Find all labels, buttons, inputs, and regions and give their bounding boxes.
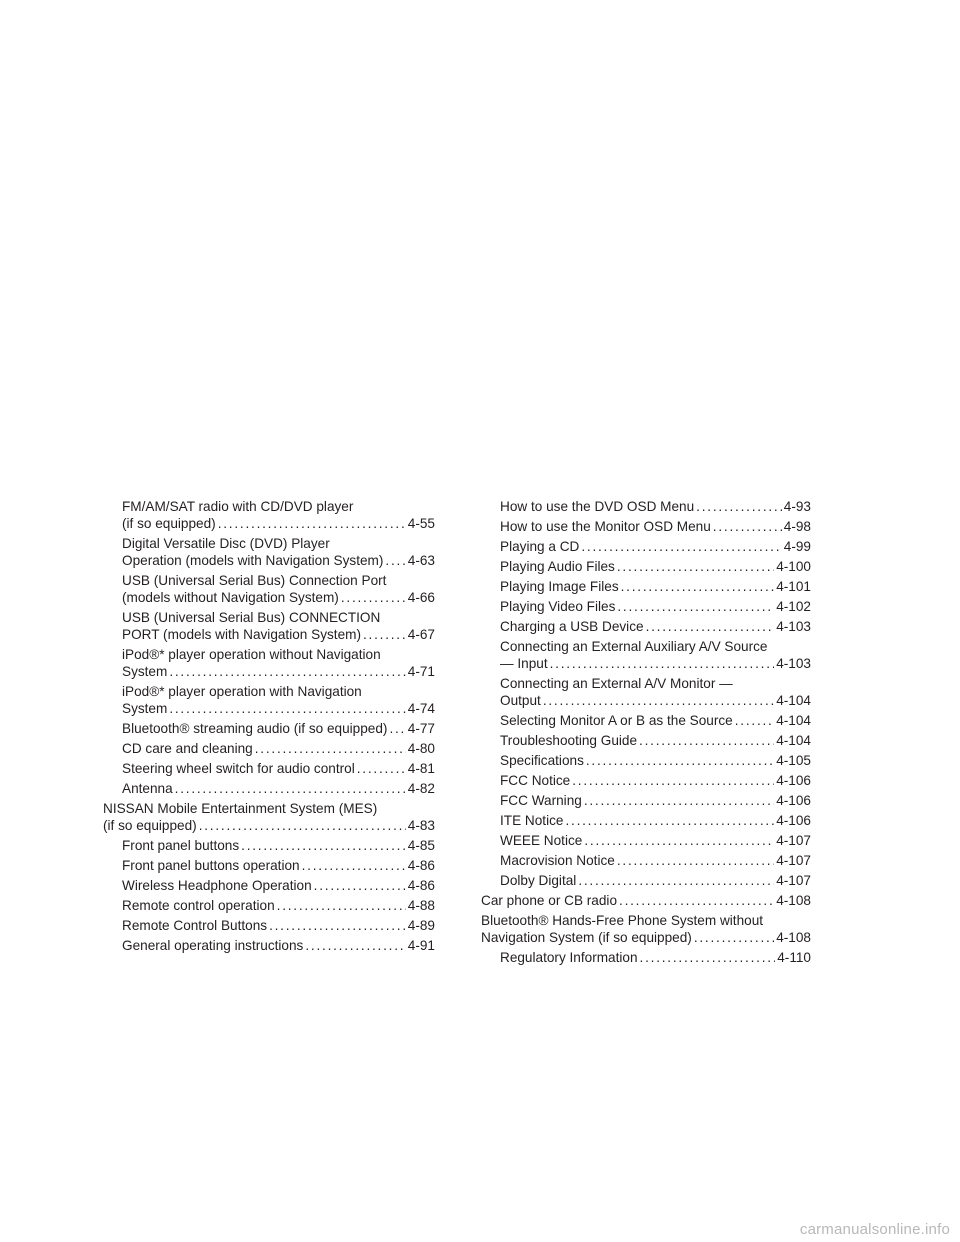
dot-leader <box>696 498 782 515</box>
dot-leader <box>694 929 774 946</box>
toc-column-left <box>103 498 435 957</box>
toc-entry-title-line: CD care and cleaning <box>122 741 253 756</box>
toc-page-number: 4-98 <box>783 519 811 534</box>
toc-entry-title-line: USB (Universal Serial Bus) Connection Port <box>122 573 387 588</box>
dot-leader <box>218 515 406 532</box>
dot-leader <box>314 877 406 894</box>
toc-entry-title-line: Connecting an External Auxiliary A/V Source <box>500 639 768 654</box>
dot-leader <box>199 817 406 834</box>
toc-entry[interactable] <box>481 518 811 535</box>
toc-entry[interactable] <box>481 732 811 749</box>
toc-entry-title-line: Navigation System (if so equipped) <box>481 930 692 945</box>
toc-entry[interactable] <box>481 772 811 789</box>
dot-leader <box>550 655 775 672</box>
dot-leader <box>269 917 406 934</box>
dot-leader <box>357 760 406 777</box>
toc-page-number: 4-83 <box>407 818 435 833</box>
toc-entry[interactable] <box>103 780 435 797</box>
dot-leader <box>363 626 406 643</box>
toc-page-number: 4-86 <box>407 858 435 873</box>
toc-page-number: 4-104 <box>776 693 811 708</box>
toc-entry-title-line: System <box>122 664 168 679</box>
toc-entry-title-line: Macrovision Notice <box>500 853 615 868</box>
dot-leader <box>385 552 405 569</box>
toc-entry-title-line: Selecting Monitor A or B as the Source <box>500 713 733 728</box>
toc-entry[interactable] <box>103 877 435 894</box>
toc-entry-title-line: Playing Audio Files <box>500 559 615 574</box>
toc-entry-title-line: PORT (models with Navigation System) <box>122 627 361 642</box>
toc-entry[interactable] <box>103 683 435 717</box>
dot-leader <box>305 937 405 954</box>
toc-entry[interactable] <box>103 917 435 934</box>
toc-entry-title-line: How to use the Monitor OSD Menu <box>500 519 711 534</box>
toc-page-number: 4-101 <box>776 579 811 594</box>
toc-entry-title-line: General operating instructions <box>122 938 304 953</box>
dot-leader <box>543 692 774 709</box>
dot-leader <box>302 857 406 874</box>
toc-entry-title-line: Steering wheel switch for audio control <box>122 761 355 776</box>
toc-entry-title-line: Bluetooth® streaming audio (if so equipped) <box>122 721 388 736</box>
watermark-text: carmanualsonline.info <box>799 1221 950 1238</box>
toc-entry-title-line: Charging a USB Device <box>500 619 644 634</box>
toc-entry[interactable] <box>103 646 435 680</box>
dot-leader <box>735 712 774 729</box>
toc-entry[interactable] <box>481 598 811 615</box>
toc-entry[interactable] <box>481 852 811 869</box>
toc-page-number: 4-102 <box>776 599 811 614</box>
toc-entry[interactable] <box>481 872 811 889</box>
toc-entry-title-line: Operation (models with Navigation System) <box>122 553 384 568</box>
toc-entry[interactable] <box>103 498 435 532</box>
toc-entry-title-line: USB (Universal Serial Bus) CONNECTION <box>122 610 381 625</box>
toc-page-number: 4-67 <box>407 627 435 642</box>
toc-entry-title-line: Connecting an External A/V Monitor — <box>500 676 733 691</box>
toc-entry-title-line: FCC Notice <box>500 773 571 788</box>
dot-leader <box>581 538 781 555</box>
toc-page-number: 4-100 <box>776 559 811 574</box>
toc-page-number: 4-85 <box>407 838 435 853</box>
toc-entry[interactable] <box>481 712 811 729</box>
toc-entry[interactable] <box>481 792 811 809</box>
toc-page-number: 4-103 <box>776 619 811 634</box>
toc-entry[interactable] <box>481 812 811 829</box>
toc-page-number: 4-55 <box>407 516 435 531</box>
toc-entry-title-line: NISSAN Mobile Entertainment System (MES) <box>103 801 378 816</box>
toc-entry-title-line: Bluetooth® Hands-Free Phone System without <box>481 913 764 928</box>
toc-page-number: 4-74 <box>407 701 435 716</box>
toc-entry-title-line: FCC Warning <box>500 793 582 808</box>
toc-entry[interactable] <box>103 937 435 954</box>
dot-leader <box>639 732 774 749</box>
toc-entry-title-line: Troubleshooting Guide <box>500 733 638 748</box>
toc-page-number: 4-107 <box>776 873 811 888</box>
toc-entry[interactable] <box>481 618 811 635</box>
dot-leader <box>565 812 774 829</box>
toc-entry-title-line: — Input <box>500 656 548 671</box>
toc-entry-title-line: Digital Versatile Disc (DVD) Player <box>122 536 330 551</box>
dot-leader <box>175 780 406 797</box>
dot-leader <box>617 558 774 575</box>
toc-page-number: 4-108 <box>776 930 811 945</box>
toc-entry-title-line: Dolby Digital <box>500 873 577 888</box>
dot-leader <box>572 772 774 789</box>
dot-leader <box>169 663 405 680</box>
toc-column-right <box>481 498 811 969</box>
toc-entry-title-line: How to use the DVD OSD Menu <box>500 499 695 514</box>
toc-page-number: 4-81 <box>407 761 435 776</box>
dot-leader <box>277 897 406 914</box>
toc-page-number: 4-105 <box>776 753 811 768</box>
dot-leader <box>584 792 774 809</box>
toc-entry[interactable] <box>481 912 811 946</box>
toc-entry[interactable] <box>481 949 811 966</box>
toc-page-number: 4-91 <box>407 938 435 953</box>
toc-entry[interactable] <box>103 800 435 834</box>
toc-entry-title-line: Regulatory Information <box>500 950 638 965</box>
toc-entry-title-line: Specifications <box>500 753 584 768</box>
dot-leader <box>241 837 406 854</box>
toc-page-number: 4-99 <box>783 539 811 554</box>
toc-page-number: 4-80 <box>407 741 435 756</box>
toc-entry[interactable] <box>103 740 435 757</box>
toc-entry-title-line: FM/AM/SAT radio with CD/DVD player <box>122 499 354 514</box>
toc-entry-title-line: WEEE Notice <box>500 833 583 848</box>
toc-entry[interactable] <box>481 638 811 672</box>
dot-leader <box>341 589 406 606</box>
toc-entry[interactable] <box>481 578 811 595</box>
toc-entry-title-line: (if so equipped) <box>103 818 197 833</box>
toc-entry[interactable] <box>481 832 811 849</box>
dot-leader <box>617 598 774 615</box>
toc-page-number: 4-66 <box>407 590 435 605</box>
toc-entry[interactable] <box>103 837 435 854</box>
dot-leader <box>621 578 775 595</box>
toc-page-number: 4-71 <box>407 664 435 679</box>
toc-entry[interactable] <box>481 892 811 909</box>
dot-leader <box>586 752 774 769</box>
toc-entry[interactable] <box>481 498 811 515</box>
toc-entry-title-line: Playing a CD <box>500 539 580 554</box>
toc-entry-title-line: Playing Video Files <box>500 599 616 614</box>
toc-page-number: 4-104 <box>776 713 811 728</box>
toc-entry-title-line: iPod®* player operation with Navigation <box>122 684 362 699</box>
dot-leader <box>578 872 774 889</box>
toc-entry-title-line: System <box>122 701 168 716</box>
toc-entry[interactable] <box>103 609 435 643</box>
toc-entry-title-line: iPod®* player operation without Navigation <box>122 647 381 662</box>
toc-entry-title-line: (if so equipped) <box>122 516 216 531</box>
toc-page-number: 4-107 <box>776 853 811 868</box>
dot-leader <box>640 949 776 966</box>
toc-entry-title-line: Car phone or CB radio <box>481 893 618 908</box>
toc-entry[interactable] <box>481 752 811 769</box>
toc-page-number: 4-77 <box>407 721 435 736</box>
toc-page-number: 4-93 <box>783 499 811 514</box>
toc-entry[interactable] <box>103 720 435 737</box>
toc-page-number: 4-106 <box>776 793 811 808</box>
toc-page-number: 4-86 <box>407 878 435 893</box>
toc-page-number: 4-106 <box>776 813 811 828</box>
toc-page-number: 4-110 <box>777 950 811 965</box>
toc-entry-title-line: ITE Notice <box>500 813 564 828</box>
dot-leader <box>619 892 774 909</box>
toc-entry-title-line: (models without Navigation System) <box>122 590 339 605</box>
toc-entry[interactable] <box>481 675 811 709</box>
toc-page-number: 4-104 <box>776 733 811 748</box>
dot-leader <box>255 740 406 757</box>
toc-entry[interactable] <box>481 538 811 555</box>
dot-leader <box>646 618 775 635</box>
toc-entry[interactable] <box>103 760 435 777</box>
toc-entry-title-line: Front panel buttons <box>122 838 240 853</box>
dot-leader <box>169 700 405 717</box>
toc-page-number: 4-107 <box>776 833 811 848</box>
toc-page-number: 4-89 <box>407 918 435 933</box>
toc-page-number: 4-108 <box>776 893 811 908</box>
toc-entry[interactable] <box>103 857 435 874</box>
toc-entry[interactable] <box>481 558 811 575</box>
toc-page-number: 4-88 <box>407 898 435 913</box>
toc-entry-title-line: Front panel buttons operation <box>122 858 300 873</box>
dot-leader <box>584 832 774 849</box>
toc-entry-title-line: Playing Image Files <box>500 579 619 594</box>
toc-page-number: 4-82 <box>407 781 435 796</box>
toc-page-number: 4-106 <box>776 773 811 788</box>
toc-entry[interactable] <box>103 535 435 569</box>
toc-entry-title-line: Antenna <box>122 781 173 796</box>
dot-leader <box>617 852 774 869</box>
toc-entry-title-line: Remote control operation <box>122 898 275 913</box>
toc-page-number: 4-103 <box>776 656 811 671</box>
toc-page-number: 4-63 <box>407 553 435 568</box>
toc-entry-title-line: Wireless Headphone Operation <box>122 878 312 893</box>
toc-entry-title-line: Output <box>500 693 541 708</box>
toc-entry[interactable] <box>103 897 435 914</box>
dot-leader <box>713 518 782 535</box>
toc-entry-title-line: Remote Control Buttons <box>122 918 268 933</box>
dot-leader <box>389 720 405 737</box>
toc-entry[interactable] <box>103 572 435 606</box>
